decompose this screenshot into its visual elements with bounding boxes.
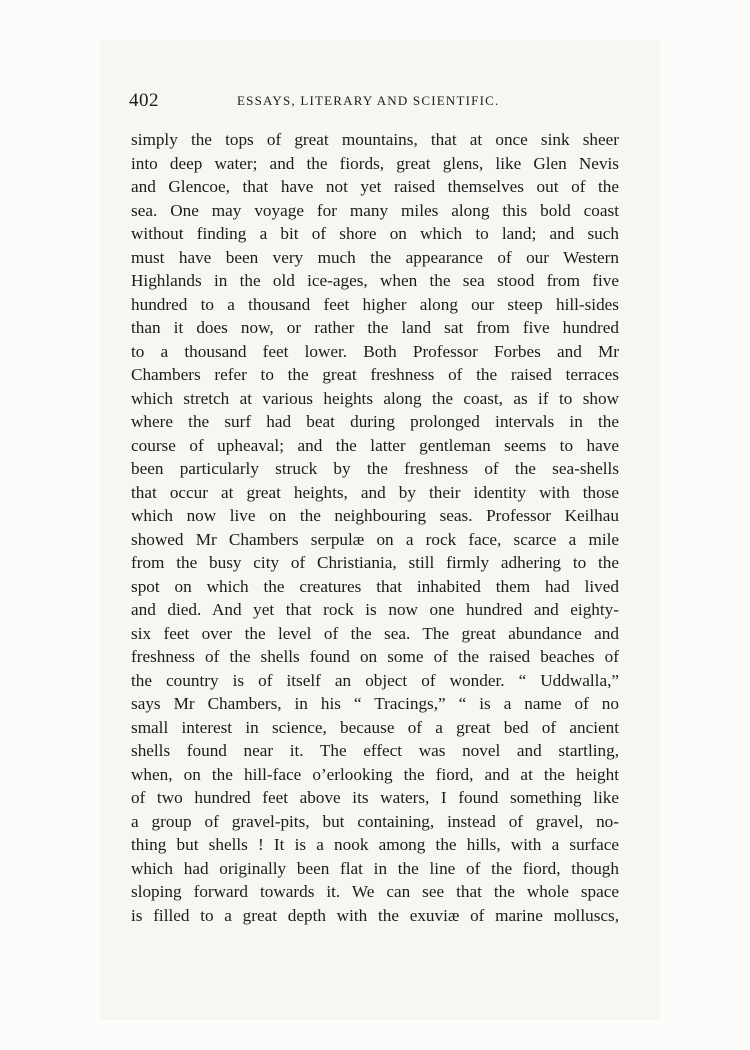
text-line: and died. And yet that rock is now one hundred and eighty- — [131, 600, 619, 619]
running-head: ESSAYS, LITERARY AND SCIENTIFIC. — [237, 93, 500, 108]
text-line: the country is of itself an object of wonder. “ Uddwalla,” — [131, 670, 619, 690]
text-line: been particularly struck by the freshness of the sea-shells — [131, 459, 619, 478]
page-header — [129, 90, 619, 114]
text-line: small interest in science, because of a great bed of ancient — [131, 717, 619, 737]
text-line: of two hundred feet above its waters, I found something like — [131, 788, 619, 807]
text-line: simply the tops of great mountains, that at once sink sheer — [131, 130, 619, 149]
text-line: a group of gravel-pits, but containing, instead of gravel, no- — [131, 811, 619, 831]
text-line: which stretch at various heights along the coast, as if to show — [131, 388, 619, 408]
text-line: hundred to a thousand feet higher along our steep hill-sides — [131, 294, 619, 314]
text-line: spot on which the creatures that inhabited them had lived — [131, 576, 619, 596]
text-line: freshness of the shells found on some of the raised beaches of — [131, 647, 619, 666]
text-line: sea. One may voyage for many miles along this bold coast — [131, 200, 619, 220]
text-line: showed Mr Chambers serpulæ on a rock face, scarce a mile — [131, 529, 619, 549]
text-line: into deep water; and the fiords, great glens, like Glen Nevis — [131, 153, 619, 173]
text-line: says Mr Chambers, in his “ Tracings,” “ is a name of no — [131, 694, 619, 713]
text-line: that occur at great heights, and by their identity with those — [131, 482, 619, 502]
body-text — [131, 128, 619, 927]
text-line: shells found near it. The effect was novel and startling, — [131, 741, 619, 760]
text-line: where the surf had beat during prolonged intervals in the — [131, 412, 619, 431]
text-line: must have been very much the appearance of our Western — [131, 247, 619, 267]
text-line: and Glencoe, that have not yet raised themselves out of the — [131, 177, 619, 196]
text-line: sloping forward towards it. We can see that the whole space — [131, 882, 619, 901]
page-number: 402 — [129, 90, 159, 111]
text-line: when, on the hill-face o’erlooking the fiord, and at the height — [131, 764, 619, 784]
text-line: six feet over the level of the sea. The great abundance and — [131, 623, 619, 643]
text-line: without finding a bit of shore on which to land; and such — [131, 224, 619, 243]
text-line: than it does now, or rather the land sat from five hundred — [131, 318, 619, 337]
text-line: Highlands in the old ice-ages, when the sea stood from five — [131, 271, 619, 290]
text-line: to a thousand feet lower. Both Professor Forbes and Mr — [131, 341, 619, 361]
text-line: thing but shells ! It is a nook among the hills, with a surface — [131, 835, 619, 854]
text-line: is filled to a great depth with the exuviæ of marine molluscs, — [131, 905, 619, 925]
text-line: Chambers refer to the great freshness of the raised terraces — [131, 365, 619, 384]
text-line: which now live on the neighbouring seas. Professor Keilhau — [131, 506, 619, 525]
text-line: course of upheaval; and the latter gentleman seems to have — [131, 435, 619, 455]
text-line: which had originally been flat in the line of the fiord, though — [131, 858, 619, 878]
text-line: from the busy city of Christiania, still firmly adhering to the — [131, 553, 619, 572]
